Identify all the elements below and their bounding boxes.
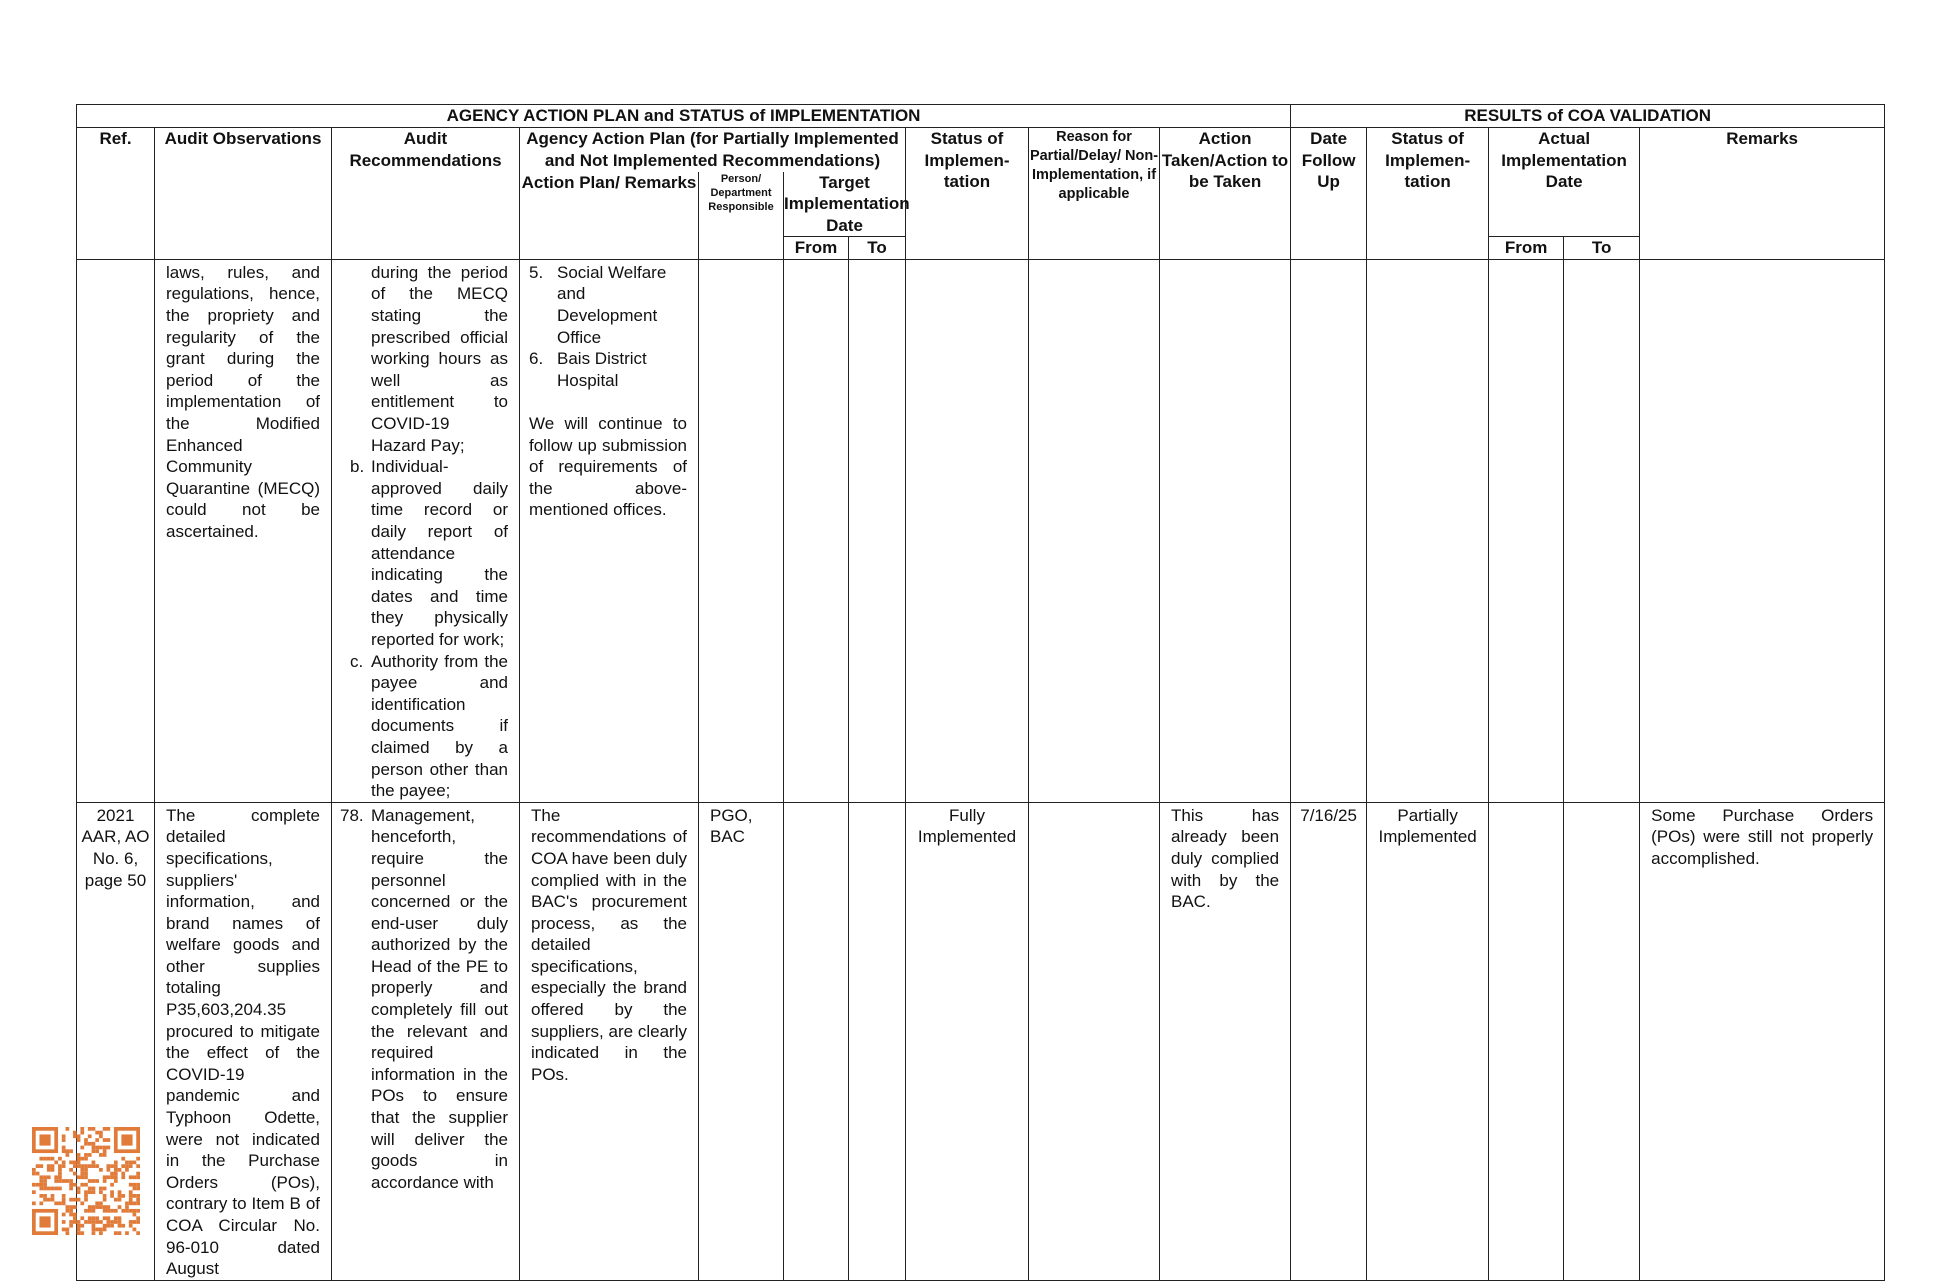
row2-action-taken: This has already been duly complied with by the BAC.	[1171, 805, 1280, 912]
row1-target-to	[849, 259, 906, 802]
actual-to-header: To	[1564, 237, 1640, 260]
row1-reason	[1029, 259, 1160, 802]
agency-section-header: AGENCY ACTION PLAN and STATUS of IMPLEMENTATION	[77, 105, 1291, 128]
target-to-header: To	[849, 237, 906, 260]
row2-status-coa: Partially Implemented	[1378, 805, 1477, 847]
date-follow-up-header: Date Follow Up	[1291, 128, 1367, 260]
row2-remarks: Some Purchase Orders (POs) were still not properly accomplished.	[1651, 805, 1874, 868]
row2-recommendation-cell	[332, 802, 520, 1280]
row2-observation: The complete detailed specifications, suppliers' information, and brand names of welfare goods and other supplies totaling P35,603,204.35 procured to mitigate the effect of the COVID-19 pandemic and Typhoon Odette, were not indicated in the Purchase Orders (POs), contrary to Item B of COA Circular No. 96-010 dated August	[166, 805, 320, 1279]
qr-code	[32, 1127, 140, 1235]
row2-date-follow-up: 7/16/25	[1300, 805, 1357, 825]
rec-78-marker: 78.	[340, 805, 364, 825]
row2-remarks-cell	[1640, 802, 1885, 1280]
row1-action-plan	[520, 260, 698, 521]
row1-action-plan-cell	[520, 259, 699, 802]
audit-status-table	[76, 104, 1885, 1281]
actual-date-header: Actual Implementation Date	[1489, 128, 1640, 237]
plan-5-marker: 5.	[529, 262, 544, 282]
audit-observations-header: Audit Observations	[155, 128, 332, 260]
rec-b-marker: b.	[350, 457, 365, 477]
action-plan-remarks-header: Action Plan/ Remarks	[520, 172, 699, 260]
row2-actual-from	[1489, 802, 1564, 1280]
row1-plan-note: We will continue to follow up submission of requirements of the above-mentioned offices.	[529, 414, 687, 520]
rec-c-marker: c.	[350, 651, 364, 671]
action-taken-header: Action Taken/Action to be Taken	[1160, 128, 1291, 260]
row1-status-coa	[1367, 259, 1489, 802]
row1-observation: laws, rules, and regulations, hence, the propriety and regularity of the grant during the period of the implementation of the Modified Enhanced Community Quarantine (MECQ) could not be ascertained.	[166, 262, 320, 541]
row2-recommendation: Management, henceforth, require the personnel concerned or the end-user duly authorized by the Head of the PE to properly and completely fill out the relevant and required information in the POs to ensure that the supplier will deliver the goods in accordance with	[371, 805, 508, 1192]
row1-ref	[77, 259, 155, 802]
status-coa-header: Status of Implemen- tation	[1367, 128, 1489, 260]
reason-header: Reason for Partial/Delay/ Non- Implementation, if applicable	[1029, 128, 1160, 260]
status-agency-header: Status of Implemen- tation	[906, 128, 1029, 260]
coa-section-header: RESULTS of COA VALIDATION	[1291, 105, 1885, 128]
target-from-header: From	[784, 237, 849, 260]
row1-plan-5: Social Welfare and Development Office	[557, 262, 667, 347]
plan-6-marker: 6.	[529, 349, 544, 369]
row2-status-agency: Fully Implemented	[917, 805, 1017, 847]
row1-date-follow-up	[1291, 259, 1367, 802]
row1-recommendations	[332, 260, 519, 802]
row1-plan-6: Bais District Hospital	[557, 349, 647, 390]
row2-target-from	[784, 802, 849, 1280]
row2-date-follow-up-cell	[1291, 802, 1367, 1280]
row1-action-taken	[1160, 259, 1291, 802]
row1-status-agency	[906, 259, 1029, 802]
row2-reason	[1029, 802, 1160, 1280]
ref-header: Ref.	[77, 128, 155, 260]
row1-target-from	[784, 259, 849, 802]
row2-status-coa-cell	[1367, 802, 1489, 1280]
row2-action-plan: The recommendations of COA have been duly complied with in the BAC's procurement process, as the detailed specifications, especially the brand offered by the suppliers, are clearly indicated in the POs.	[531, 805, 687, 1084]
audit-recommendations-header: Audit Recommendations	[332, 128, 520, 260]
actual-from-header: From	[1489, 237, 1564, 260]
person-responsible-header: Person/ Department Responsible	[699, 172, 784, 260]
row2-action-taken-cell	[1160, 802, 1291, 1280]
row1-actual-from	[1489, 259, 1564, 802]
row2-observation-cell	[155, 802, 332, 1280]
row1-person	[699, 259, 784, 802]
row1-rec-intro: during the period of the MECQ stating the prescribed official working hours as well as entitlement to COVID-19 Hazard Pay;	[371, 262, 508, 455]
row2-target-to	[849, 802, 906, 1280]
table-row	[77, 259, 1885, 802]
agency-action-plan-header: Agency Action Plan (for Partially Implemented and Not Implemented Recommendations)	[520, 128, 906, 172]
row2-actual-to	[1564, 802, 1640, 1280]
remarks-header: Remarks	[1640, 128, 1885, 260]
row2-action-plan-cell	[520, 802, 699, 1280]
row2-person-responsible: PGO, BAC	[710, 805, 753, 847]
row1-remarks	[1640, 259, 1885, 802]
row1-rec-c: Authority from the payee and identification documents if claimed by a person other than the payee;	[371, 651, 508, 801]
row2-ref: 2021 AAR, AO No. 6, page 50	[81, 805, 150, 890]
row2-status-agency-cell	[906, 802, 1029, 1280]
row1-rec-b: Individual-approved daily time record or daily report of attendance indicating the dates and time they physically reported for work;	[371, 457, 508, 649]
row1-actual-to	[1564, 259, 1640, 802]
row1-observation-cell	[155, 259, 332, 802]
target-date-header: Target Implementation Date	[784, 172, 906, 237]
table-row	[77, 802, 1885, 1280]
row2-person-cell	[699, 802, 784, 1280]
row1-recommendation-cell	[332, 259, 520, 802]
